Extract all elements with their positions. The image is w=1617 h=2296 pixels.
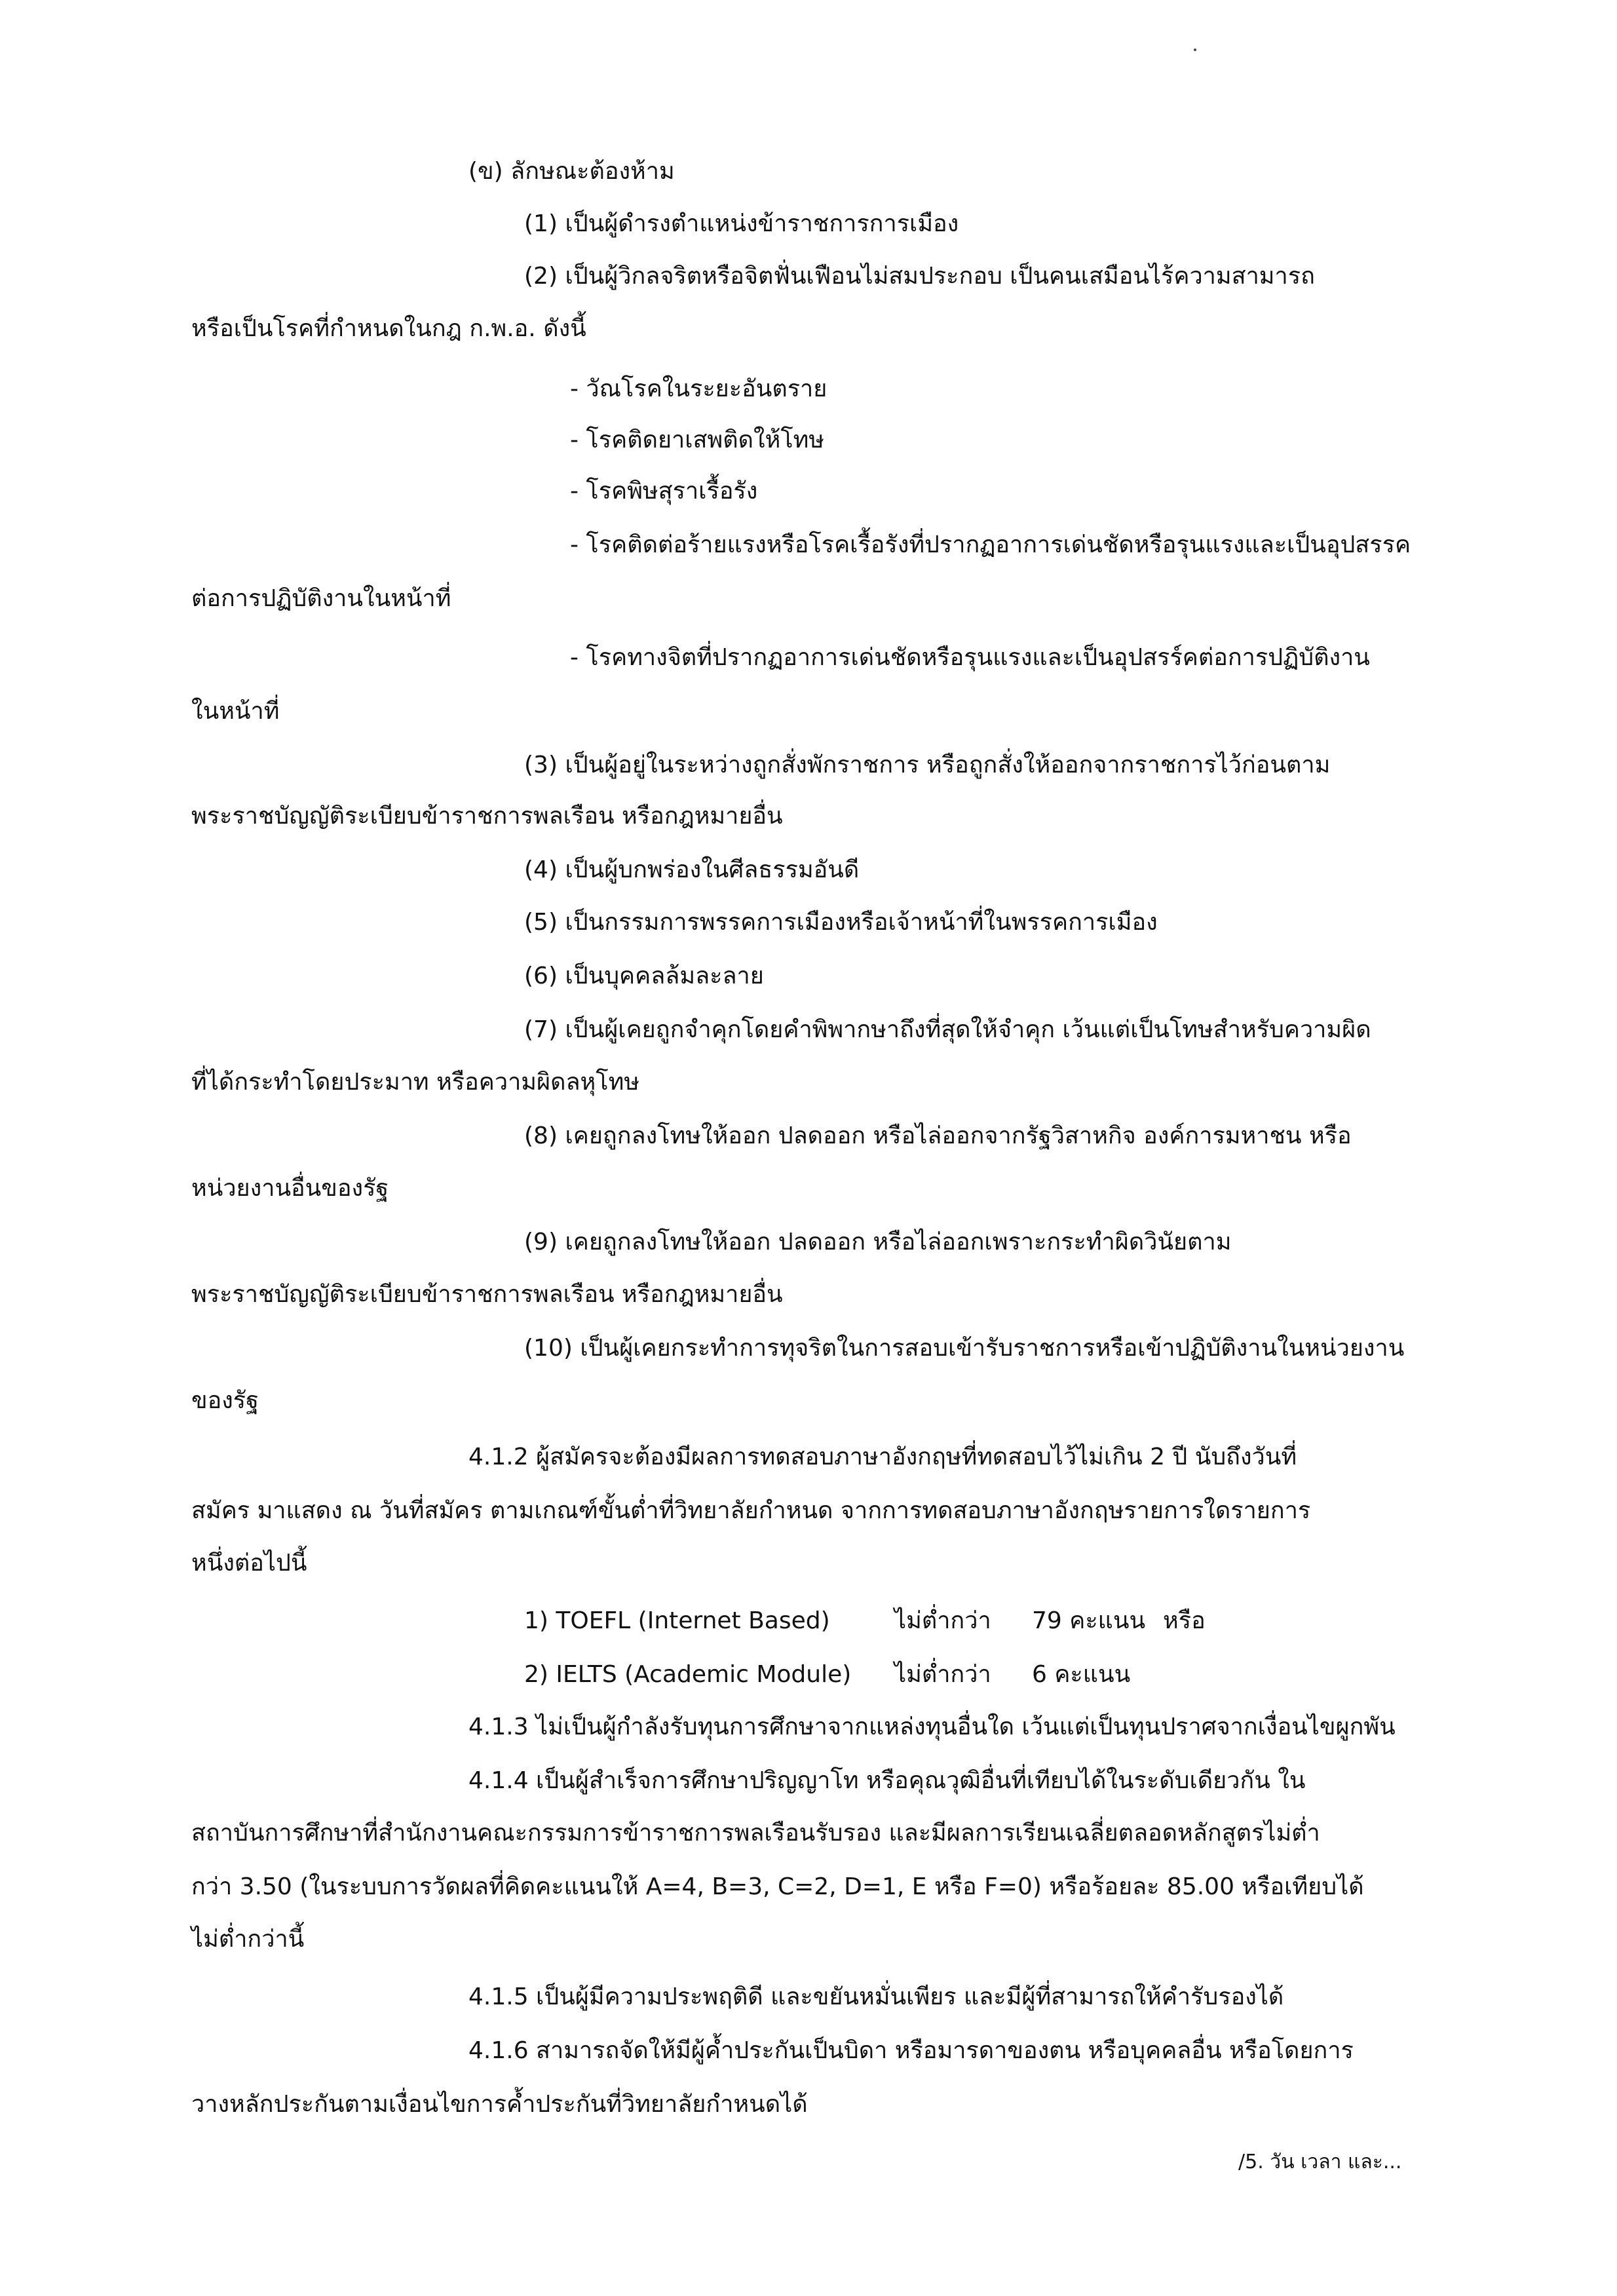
section-4-1-2-line3: หนึ่งต่อไปนี้ [191, 1550, 307, 1577]
item-3-line2: พระราชบัญญัติระเบียบข้าราชการพลเรือน หรือกฎหมายอื่น [191, 803, 783, 830]
section-4-1-4-line1: 4.1.4 เป็นผู้สำเร็จการศึกษาปริญญาโท หรือคุณวุฒิอื่นที่เทียบได้ในระดับเดียวกัน ใน [468, 1767, 1306, 1794]
section-4-1-5: 4.1.5 เป็นผู้มีความประพฤติดี และขยันหมั่นเพียร และมีผู้ที่สามารถให้คำรับรองได้ [468, 1983, 1284, 2010]
section-4-1-2-line2: สมัคร มาแสดง ณ วันที่สมัคร ตามเกณฑ์ขั้นต่ำที่วิทยาลัยกำหนด จากการทดสอบภาษาอังกฤษรายการใดรายการ [191, 1497, 1311, 1524]
disease-5-line2: ในหน้าที่ [191, 698, 280, 725]
toefl-test-name: 1) TOEFL (Internet Based) [524, 1607, 830, 1634]
toefl-min-label: ไม่ต่ำกว่า [894, 1607, 991, 1634]
disease-4-line1: - โรคติดต่อร้ายแรงหรือโรคเรื้อรังที่ปรากฏอาการเด่นชัดหรือรุนแรงและเป็นอุปสรรค [570, 531, 1411, 558]
item-10-line1: (10) เป็นผู้เคยกระทำการทุจริตในการสอบเข้ารับราชการหรือเข้าปฏิบัติงานในหน่วยงาน [524, 1335, 1405, 1362]
section-4-1-6-line1: 4.1.6 สามารถจัดให้มีผู้ค้ำประกันเป็นบิดา หรือมารดาของตน หรือบุคคลอื่น หรือโดยการ [468, 2037, 1354, 2064]
item-7-line2: ที่ได้กระทำโดยประมาท หรือความผิดลหุโทษ [191, 1069, 640, 1096]
section-4-1-2-line1: 4.1.2 ผู้สมัครจะต้องมีผลการทดสอบภาษาอังกฤษที่ทดสอบไว้ไม่เกิน 2 ปี นับถึงวันที่ [468, 1444, 1297, 1470]
disease-4-line2: ต่อการปฏิบัติงานในหน้าที่ [191, 585, 451, 612]
item-5: (5) เป็นกรรมการพรรคการเมืองหรือเจ้าหน้าที่ในพรรคการเมือง [524, 909, 1158, 936]
prohibited-heading: (ข) ลักษณะต้องห้าม [468, 158, 675, 185]
disease-1: - วัณโรคในระยะอันตราย [570, 375, 828, 402]
next-page-cue: /5. วัน เวลา และ... [1238, 2151, 1402, 2173]
ielts-row [524, 1659, 1130, 1691]
item-9-line1: (9) เคยถูกลงโทษให้ออก ปลดออก หรือไล่ออกเพราะกระทำผิดวินัยตาม [524, 1229, 1232, 1255]
item-7-line1: (7) เป็นผู้เคยถูกจำคุกโดยคำพิพากษาถึงที่สุดให้จำคุก เว้นแต่เป็นโทษสำหรับความผิด [524, 1016, 1371, 1043]
disease-3: - โรคพิษสุราเรื้อรัง [570, 478, 758, 505]
ielts-score: 6 คะแนน [1032, 1661, 1131, 1688]
item-6: (6) เป็นบุคคลล้มละลาย [524, 963, 764, 989]
item-1: (1) เป็นผู้ดำรงตำแหน่งข้าราชการการเมือง [524, 210, 959, 237]
disease-2: - โรคติดยาเสพติดให้โทษ [570, 427, 825, 453]
toefl-or: หรือ [1163, 1607, 1206, 1634]
ielts-min-label: ไม่ต่ำกว่า [894, 1661, 991, 1688]
item-8-line1: (8) เคยถูกลงโทษให้ออก ปลดออก หรือไล่ออกจากรัฐวิสาหกิจ องค์การมหาชน หรือ [524, 1122, 1352, 1149]
section-4-1-6-line2: วางหลักประกันตามเงื่อนไขการค้ำประกันที่วิทยาลัยกำหนดได้ [191, 2091, 808, 2118]
item-2-line2: หรือเป็นโรคที่กำหนดในกฎ ก.พ.อ. ดังนี้ [191, 315, 586, 342]
item-10-line2: ของรัฐ [191, 1387, 259, 1414]
ielts-test-name: 2) IELTS (Academic Module) [524, 1661, 852, 1688]
section-4-1-4-line4: ไม่ต่ำกว่านี้ [191, 1926, 305, 1953]
item-3-line1: (3) เป็นผู้อยู่ในระหว่างถูกสั่งพักราชการ หรือถูกสั่งให้ออกจากราชการไว้ก่อนตาม [524, 752, 1331, 778]
item-8-line2: หน่วยงานอื่นของรัฐ [191, 1175, 389, 1202]
item-4: (4) เป็นผู้บกพร่องในศีลธรรมอันดี [524, 856, 860, 883]
disease-5-line1: - โรคทางจิตที่ปรากฏอาการเด่นชัดหรือรุนแรงและเป็นอุปสรร์คต่อการปฏิบัติงาน [570, 644, 1370, 671]
item-9-line2: พระราชบัญญัติระเบียบข้าราชการพลเรือน หรือกฎหมายอื่น [191, 1281, 783, 1308]
scan-speck [1194, 48, 1196, 51]
section-4-1-4-line2: สถาบันการศึกษาที่สำนักงานคณะกรรมการข้าราชการพลเรือนรับรอง และมีผลการเรียนเฉลี่ยตลอดหลักสูตรไม่ต่ำ [191, 1820, 1320, 1846]
section-4-1-4-line3: กว่า 3.50 (ในระบบการวัดผลที่คิดคะแนนให้ A=4, B=3, C=2, D=1, E หรือ F=0) หรือร้อยละ 85.00 หรือเทียบได้ [191, 1873, 1364, 1900]
toefl-score: 79 คะแนน [1032, 1607, 1146, 1634]
section-4-1-3: 4.1.3 ไม่เป็นผู้กำลังรับทุนการศึกษาจากแหล่งทุนอื่นใด เว้นแต่เป็นทุนปราศจากเงื่อนไขผูกพัน [468, 1713, 1396, 1740]
toefl-row [524, 1605, 1206, 1637]
item-2-line1: (2) เป็นผู้วิกลจริตหรือจิตฟั่นเฟือนไม่สมประกอบ เป็นคนเสมือนไร้ความสามารถ [524, 263, 1315, 290]
